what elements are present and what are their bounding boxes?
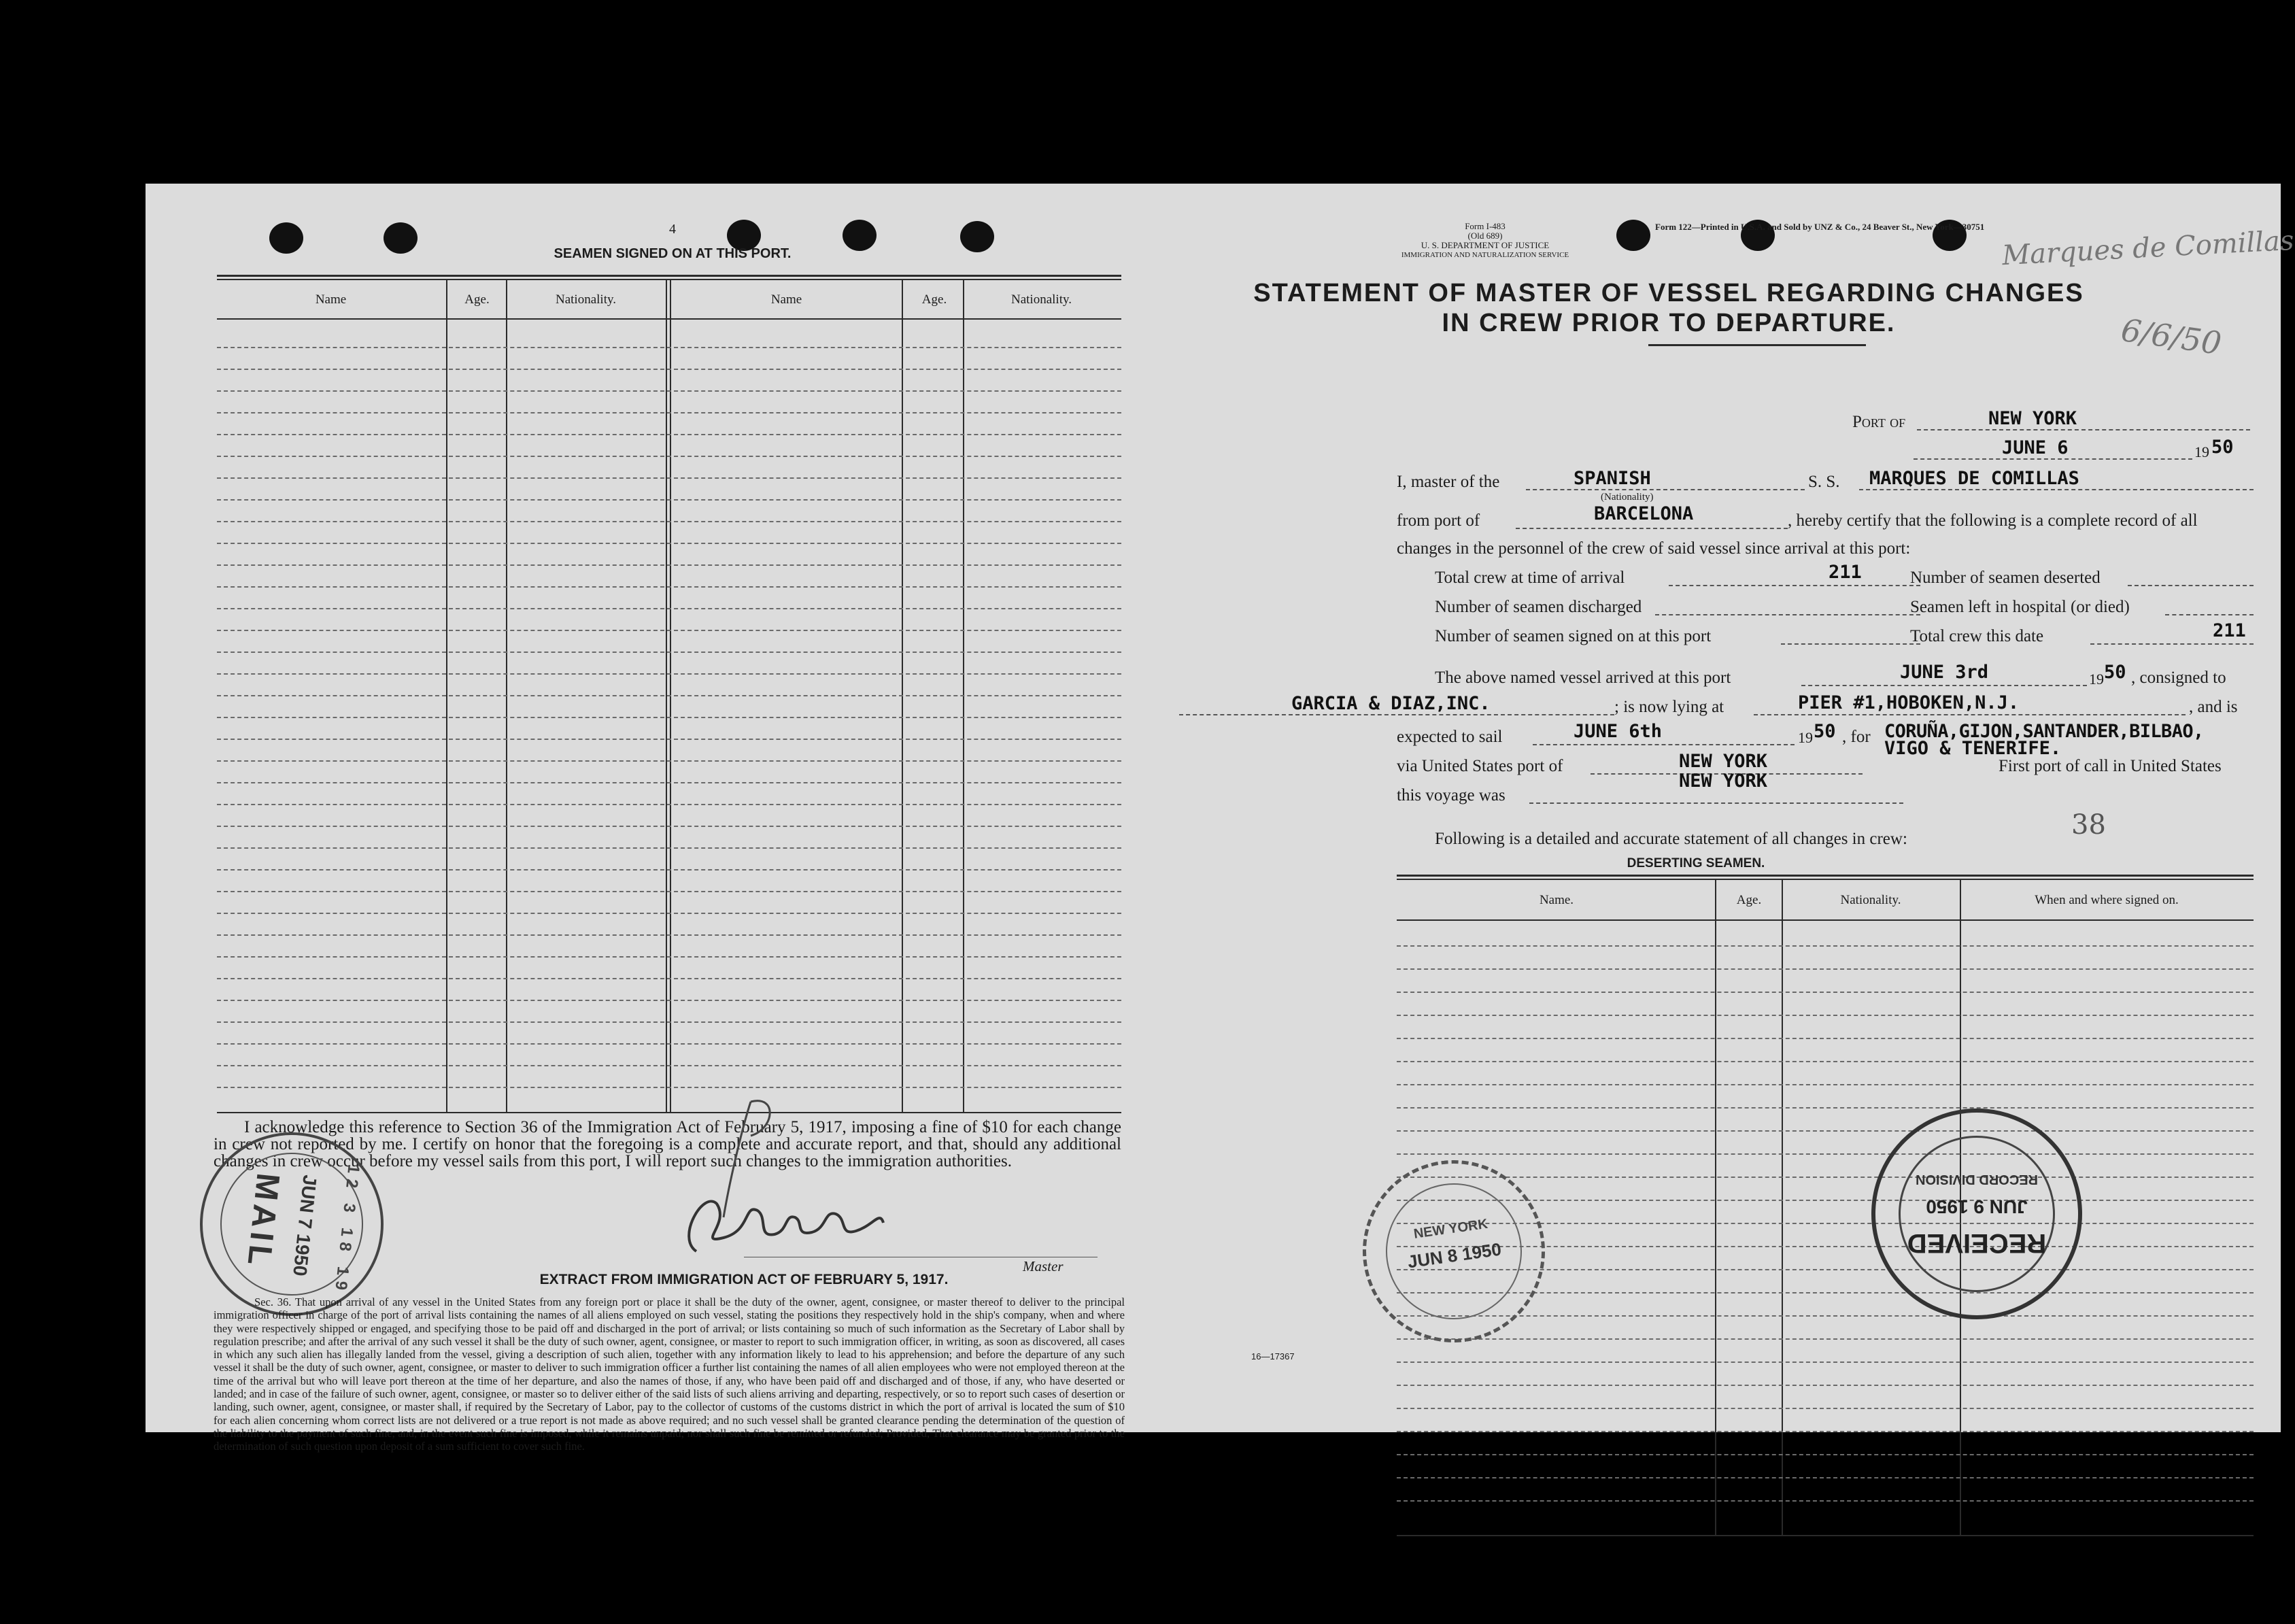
- extract-text: Sec. 36. That upon arrival of any vessel in the United States from any foreign port or place it shall be the duty of the owner, agent, consignee, or master thereof to deliver to the principal immigration officer in charge of the port of arrival lists containing the names of all aliens employed on such vessel, stating the positions they respectively hold in the ship's company, when and where they were respectively shipped or engaged, and specifying those to be paid off and discharged in the port of arrival; or lists containing so much of such information as the Secretary of Labor shall by regulation prescribe; and after the arrival of any such vessel it shall be the duty of such owner, agent, consignee, or master to report to such immigration officer, in writing, as soon as discovered, all cases in which any such alien has illegally landed from the vessel, giving a description of such alien, together with any information likely to lead to his apprehension; and before the departure of any such vessel it shall be the duty of such owner, agent, consignee, or master to deliver to such immigration officer a further list containing the names of all alien employees who were not employed thereon at the time of the arrival but who will leave port thereon at the time of her departure, and also the names of those, if any, who have been paid off and discharged and of those, if any, who have deserted or landed; and in case of the failure of such owner, agent, consignee, or master so to deliver either of the said lists of such aliens arriving and departing, respectively, or so to report such cases of desertion or landing, such owner, agent, consignee, or master shall, if required by the Secretary of Labor, pay to the collector of customs of the customs district in which the port of arrival is located the sum of $10 for each alien concerning whom correct lists are not delivered or a true report is not made as above required; and no such vessel shall be granted clearance pending the determination of the question of the liability to the payment of such fine, and, in the event such fine is imposed, while it remains unpaid; nor shall such fine be remitted or refunded; Provided, That clearance may be granted prior to the determination of such question upon deposit of a sum sufficient to cover such fine.: [214, 1296, 1125, 1453]
- nationality-field-line: [1526, 489, 1805, 490]
- blank-row-line: [217, 390, 1121, 392]
- acknowledgement-paragraph: I acknowledge this reference to Section 36 of the Immigration Act of February 5, 1917, imposing a fine of $10 for each change in crew not reported by me. I certify on honor that the foregoing is a complete and accurate report, and that, should any additional changes in crew occur before my vessel sails from this port, I will report such changes to the immigration authorities.: [214, 1118, 1121, 1170]
- consigned-label: , consigned to: [2131, 669, 2226, 687]
- table-bottom-rule: [1397, 1535, 2254, 1536]
- column-header: Age.: [1736, 893, 1762, 907]
- blank-row-line: [1397, 1038, 2254, 1039]
- column-header: Age.: [464, 292, 490, 307]
- column-header: Nationality.: [556, 292, 616, 307]
- blank-row-line: [1397, 1153, 2254, 1155]
- form-title-line1: STATEMENT OF MASTER OF VESSEL REGARDING CHANGES: [1253, 279, 2084, 307]
- this-voyage-value: NEW YORK: [1679, 771, 1768, 792]
- stamp-text: MAIL: [239, 1171, 286, 1271]
- blank-row-line: [217, 586, 1121, 588]
- master-of-label: I, master of the: [1397, 473, 1500, 491]
- section-title: SEAMEN SIGNED ON AT THIS PORT.: [554, 246, 792, 261]
- blank-row-line: [217, 499, 1121, 501]
- stat-label: Total crew this date: [1910, 627, 2044, 645]
- stamp-text: RECEIVED: [1907, 1228, 2047, 1258]
- blank-row-line: [217, 608, 1121, 609]
- port-label: Port of: [1852, 413, 1906, 431]
- consignee-field-line: [1179, 714, 1614, 715]
- handwritten-date: 6/6/50: [2118, 311, 2224, 362]
- stat-label: Number of seamen discharged: [1435, 598, 1642, 616]
- this-voyage-label: this voyage was: [1397, 786, 1506, 805]
- service: IMMIGRATION AND NATURALIZATION SERVICE: [1401, 251, 1569, 259]
- lying-value: PIER #1,HOBOKEN,N.J.: [1798, 692, 2020, 713]
- blank-row-line: [217, 760, 1121, 762]
- blank-row-line: [217, 412, 1121, 413]
- blank-row-line: [1397, 1338, 2254, 1340]
- stamp-subtext: RECORD DIVISION: [1915, 1172, 2039, 1187]
- expected-year: 50: [1814, 721, 1836, 742]
- column-divider: [1782, 879, 1783, 1535]
- blank-row-line: [217, 652, 1121, 653]
- form-number: Form I-483: [1465, 221, 1506, 231]
- destinations-line2: VIGO & TENERIFE.: [1884, 738, 2062, 759]
- column-header: When and where signed on.: [2035, 893, 2179, 907]
- column-header: Age.: [921, 292, 947, 307]
- stamp-date: JUN 7 1950: [289, 1174, 321, 1277]
- blank-row-line: [1397, 1315, 2254, 1317]
- blank-row-line: [1397, 945, 2254, 947]
- blank-row-line: [1397, 1385, 2254, 1386]
- master-signature: [649, 1068, 921, 1272]
- blank-row-line: [217, 695, 1121, 696]
- stamp-date: JUN 8 1950: [1406, 1238, 1503, 1272]
- ss-label: S. S.: [1808, 473, 1840, 491]
- stamp-text: NEW YORK: [1412, 1216, 1489, 1242]
- blank-row-line: [217, 477, 1121, 479]
- master-label: Master: [1023, 1258, 1064, 1274]
- blank-row-line: [217, 869, 1121, 870]
- stat-label: Number of seamen signed on at this port: [1435, 627, 1712, 645]
- stat-field-line: [2128, 585, 2254, 586]
- port-value: NEW YORK: [1988, 408, 2077, 429]
- nationality-value: SPANISH: [1574, 468, 1651, 489]
- expected-field-line: [1533, 744, 1795, 745]
- and-is-label: , and is: [2189, 698, 2238, 716]
- arrived-year: 50: [2104, 662, 2126, 683]
- nationality-caption: (Nationality): [1601, 492, 1654, 503]
- table-top-rule: [1397, 875, 2254, 877]
- stat-field-line: [2165, 614, 2254, 615]
- blank-row-line: [217, 956, 1121, 958]
- blank-row-line: [1397, 1431, 2254, 1432]
- certify-text: , hereby certify that the following is a complete record of all: [1788, 511, 2198, 530]
- blank-row-line: [217, 1000, 1121, 1001]
- lying-label: ; is now lying at: [1614, 698, 1724, 716]
- blank-row-line: [217, 913, 1121, 914]
- vessel-field-line: [1859, 489, 2254, 490]
- via-value: NEW YORK: [1679, 751, 1768, 772]
- blank-row-line: [217, 543, 1121, 544]
- stamp-digits: 12 3 18 19: [330, 1163, 363, 1297]
- following-text: Following is a detailed and accurate statement of all changes in crew:: [1435, 830, 1907, 848]
- handwritten-vessel-name: Marques de Comillas: [2001, 224, 2295, 272]
- received-stamp: [1871, 1109, 2082, 1319]
- stat-value: 211: [1829, 562, 1862, 583]
- left-page: [146, 184, 1145, 1453]
- blank-row-line: [217, 456, 1121, 457]
- blank-row-line: [217, 826, 1121, 827]
- blank-row-line: [217, 1043, 1121, 1045]
- blank-row-line: [217, 564, 1121, 566]
- blank-row-line: [217, 369, 1121, 370]
- blank-row-line: [217, 739, 1121, 740]
- expected-year-prefix: 19: [1798, 729, 1813, 746]
- stamp-date: JUN 9 1950: [1926, 1196, 2028, 1217]
- blank-row-line: [217, 673, 1121, 675]
- stat-label: Number of seamen deserted: [1910, 569, 2101, 587]
- column-header: Name: [770, 292, 802, 307]
- blank-row-line: [1397, 1015, 2254, 1016]
- blank-row-line: [1397, 1130, 2254, 1132]
- blank-row-line: [217, 347, 1121, 348]
- arrived-label: The above named vessel arrived at this port: [1435, 669, 1731, 687]
- this-voyage-field-line: [1529, 802, 1903, 804]
- arrived-value: JUNE 3rd: [1900, 662, 1989, 683]
- date-value: JUNE 6: [2002, 437, 2069, 458]
- blank-row-line: [217, 847, 1121, 849]
- port-field-line: [1917, 429, 2250, 430]
- blank-row-line: [217, 978, 1121, 979]
- column-header: Name: [315, 292, 347, 307]
- blank-row-line: [1397, 1408, 2254, 1409]
- table-top-rule: [217, 279, 1121, 280]
- stat-field-line: [1655, 614, 1920, 615]
- stat-label: Total crew at time of arrival: [1435, 569, 1625, 587]
- column-header: Nationality.: [1840, 893, 1901, 907]
- blank-row-line: [217, 934, 1121, 936]
- from-port-field-line: [1516, 528, 1788, 529]
- blank-row-line: [1397, 1454, 2254, 1455]
- blank-row-line: [1397, 1107, 2254, 1109]
- blank-row-line: [1397, 1361, 2254, 1363]
- form-old-number: (Old 689): [1467, 231, 1503, 241]
- expected-label: expected to sail: [1397, 728, 1503, 746]
- page-number: 4: [669, 222, 676, 237]
- department: U. S. DEPARTMENT OF JUSTICE: [1421, 240, 1550, 250]
- blank-row-line: [1397, 1500, 2254, 1502]
- arrived-field-line: [1801, 685, 2087, 686]
- stat-field-line: [2090, 643, 2254, 645]
- blank-row-line: [1397, 992, 2254, 993]
- blank-row-line: [217, 1065, 1121, 1066]
- from-port-label: from port of: [1397, 511, 1480, 530]
- header-rule: [1397, 919, 2254, 921]
- extract-title: EXTRACT FROM IMMIGRATION ACT OF FEBRUARY 5, 1917.: [539, 1272, 949, 1287]
- stat-label: Seamen left in hospital (or died): [1910, 598, 2130, 616]
- title-underline: [1648, 344, 1866, 346]
- form-title-line2: IN CREW PRIOR TO DEPARTURE.: [1442, 309, 1896, 337]
- blank-row-line: [217, 434, 1121, 435]
- right-page: [1179, 184, 2295, 1432]
- handwritten-count: 38: [2071, 809, 2106, 841]
- column-divider: [1715, 879, 1716, 1535]
- blank-row-line: [1397, 1477, 2254, 1478]
- table-top-rule: [217, 275, 1121, 277]
- date-field-line: [1914, 458, 2192, 460]
- table-top-rule: [1397, 879, 2254, 880]
- blank-row-line: [1397, 1084, 2254, 1085]
- for-label: , for: [1842, 728, 1871, 746]
- stat-field-line: [1781, 643, 1920, 645]
- blank-row-line: [217, 1021, 1121, 1023]
- blank-row-line: [217, 804, 1121, 805]
- blank-row-line: [217, 630, 1121, 631]
- blank-row-line: [217, 717, 1121, 718]
- blank-row-line: [217, 782, 1121, 783]
- column-header: Nationality.: [1011, 292, 1072, 307]
- consignee-value: GARCIA & DIAZ,INC.: [1291, 693, 1491, 714]
- stat-value: 211: [2213, 620, 2246, 641]
- from-port-value: BARCELONA: [1594, 503, 1694, 524]
- form-code: 16—17367: [1251, 1351, 1295, 1361]
- blank-row-line: [217, 521, 1121, 522]
- destinations-line1: CORUÑA,GIJON,SANTANDER,BILBAO,: [1884, 721, 2204, 742]
- blank-row-line: [1397, 1061, 2254, 1062]
- column-header: Name.: [1539, 893, 1574, 907]
- blank-row-line: [217, 891, 1121, 892]
- year-value: 50: [2211, 437, 2234, 458]
- lying-field-line: [1754, 714, 2186, 715]
- changes-text: changes in the personnel of the crew of said vessel since arrival at this port:: [1397, 539, 1911, 558]
- blank-row-line: [1397, 1177, 2254, 1178]
- header-rule: [217, 318, 1121, 320]
- blank-row-line: [1397, 968, 2254, 970]
- deserting-title: DESERTING SEAMEN.: [1627, 856, 1765, 870]
- arrived-year-prefix: 19: [2089, 671, 2104, 688]
- vessel-value: MARQUES DE COMILLAS: [1869, 468, 2079, 489]
- expected-value: JUNE 6th: [1574, 721, 1663, 742]
- via-label: via United States port of: [1397, 757, 1563, 775]
- printer-note: Form 122—Printed in U.S.A. and Sold by UNZ & Co., 24 Beaver St., New York—30751: [1655, 222, 1985, 232]
- stat-field-line: [1669, 585, 1920, 586]
- first-port-label: First port of call in United States: [1999, 757, 2222, 775]
- year-prefix: 19: [2194, 443, 2209, 460]
